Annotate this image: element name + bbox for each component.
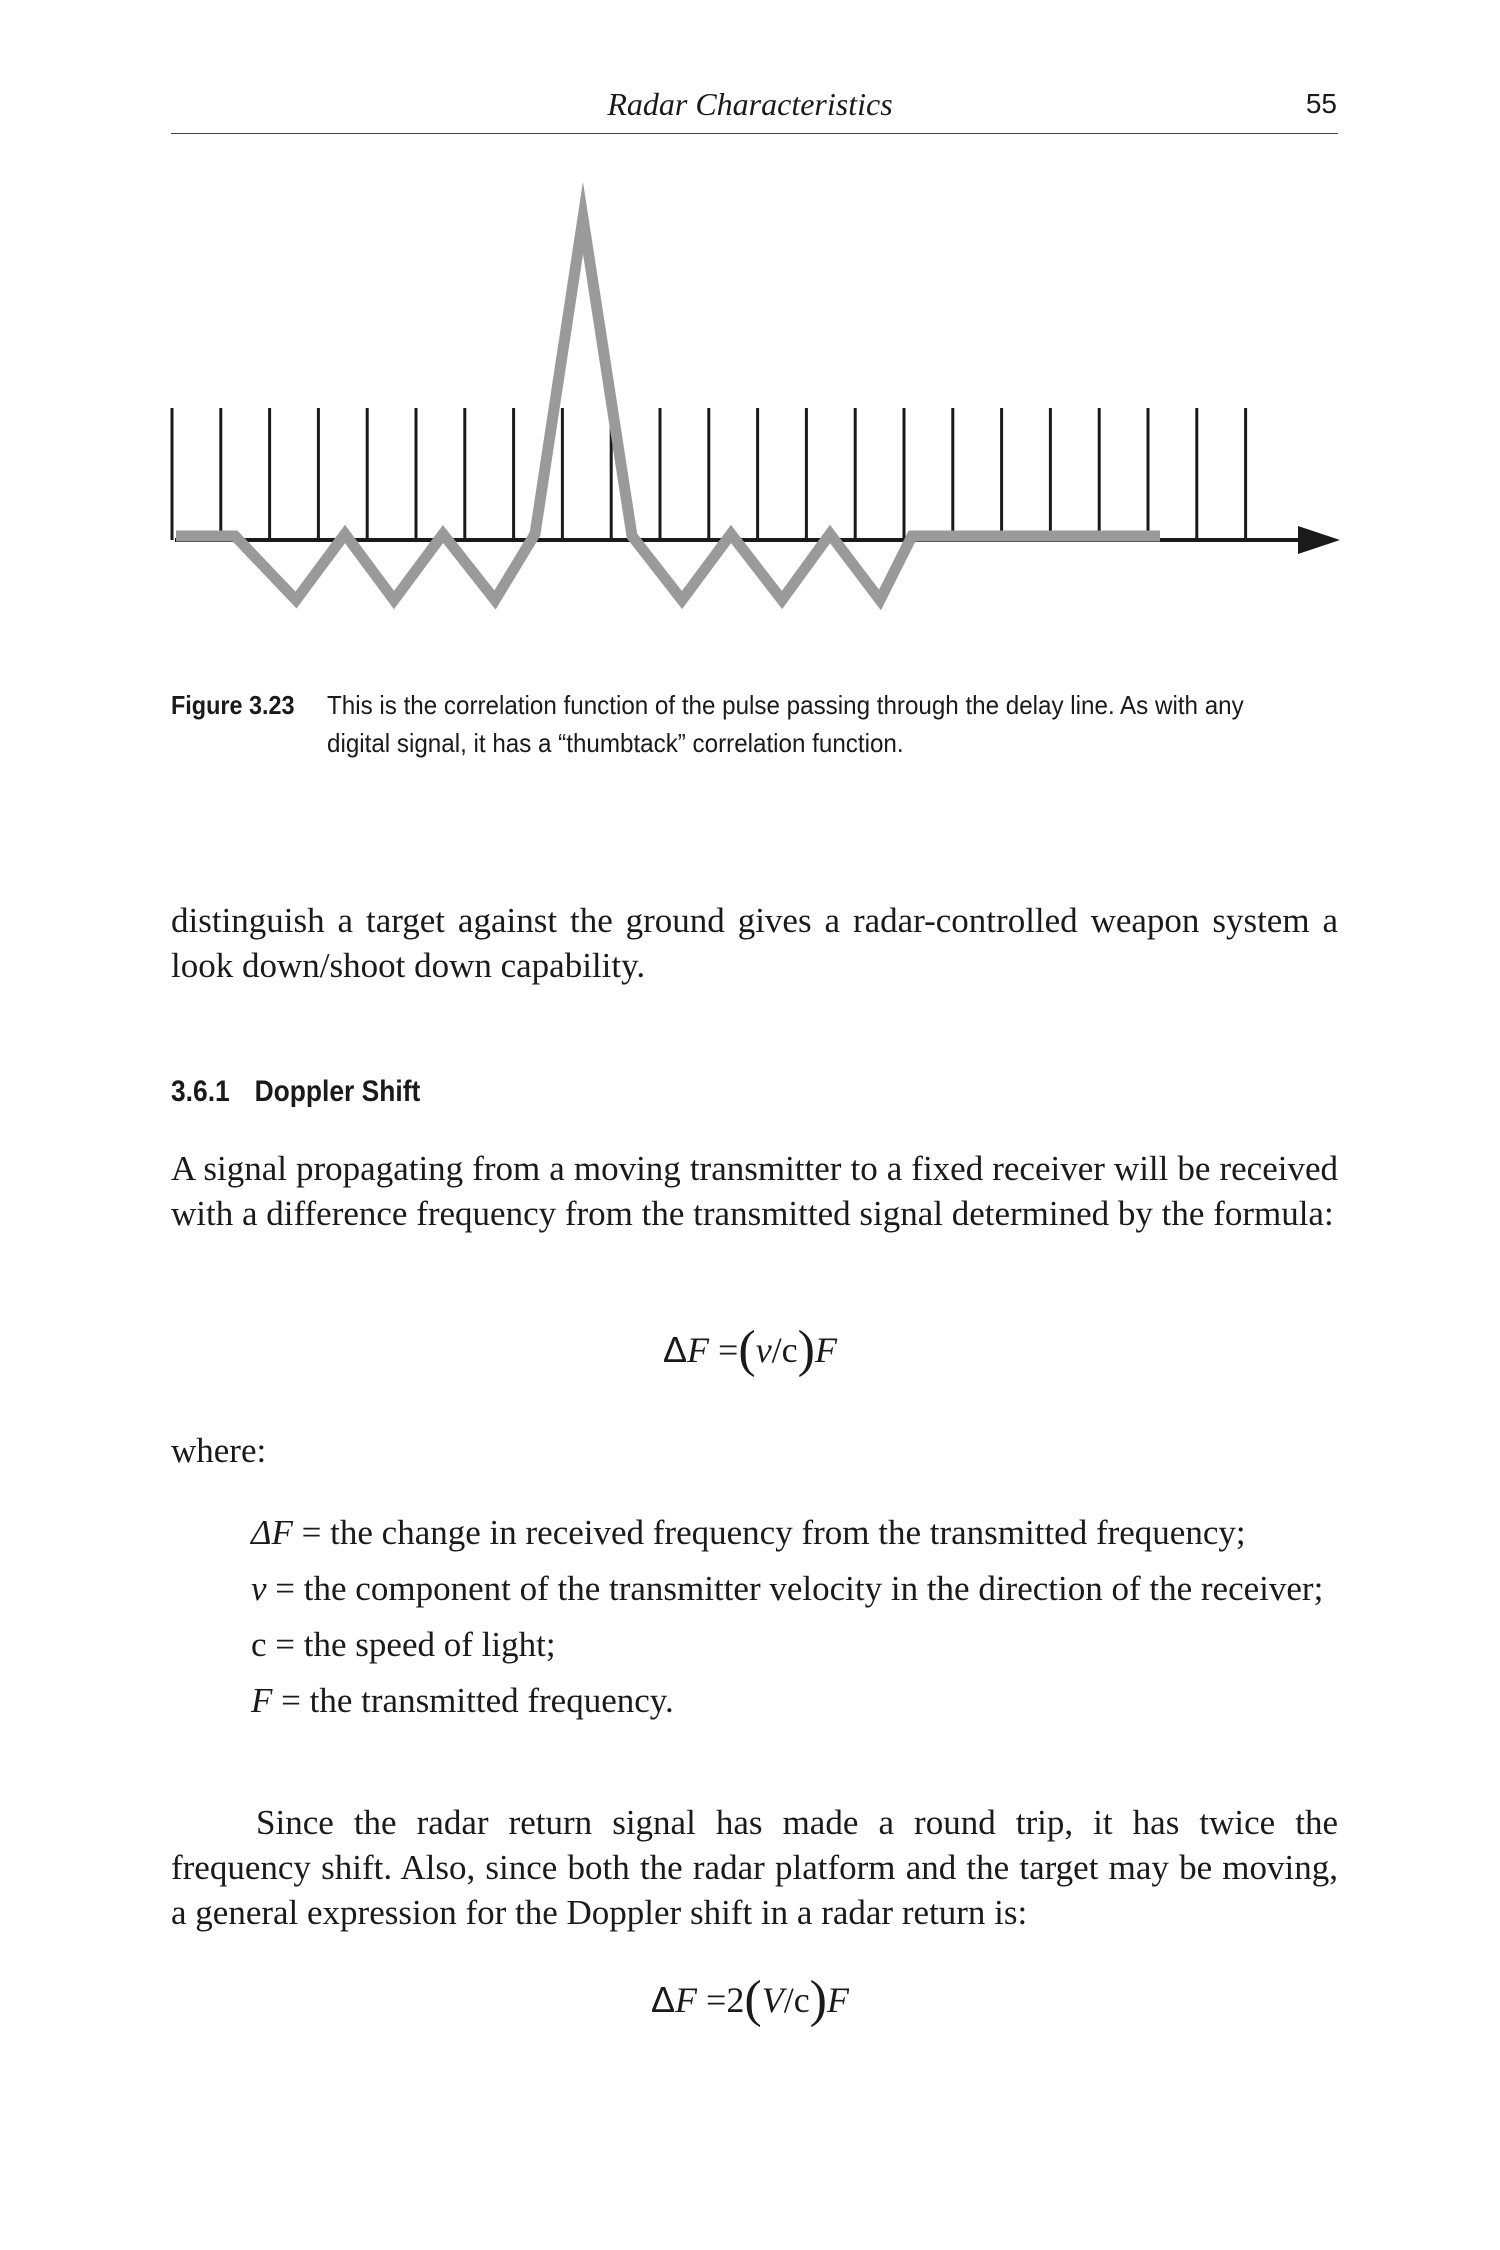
- eq1-lhs-var: F: [687, 1330, 710, 1370]
- eq2-numerator: V: [761, 1980, 784, 2020]
- eq1-close-paren: ): [797, 1321, 815, 1378]
- eq2-close-paren: ): [809, 1971, 827, 2028]
- eq2-denominator: /c: [783, 1980, 810, 2020]
- def-symbol: ΔF: [251, 1513, 293, 1552]
- section-number: 3.6.1: [171, 1075, 230, 1108]
- def-symbol: v: [251, 1569, 267, 1608]
- eq1-equals: =: [718, 1330, 739, 1370]
- eq1-rhs-var: F: [814, 1330, 837, 1370]
- eq2-lhs-var: F: [675, 1980, 698, 2020]
- def-equals: =: [292, 1513, 331, 1552]
- definition-item: [251, 1678, 1338, 1723]
- delay-line-ticks: [172, 408, 1246, 540]
- eq1-delta: Δ: [663, 1329, 688, 1370]
- eq2-equals: =: [706, 1980, 727, 2020]
- eq1-denominator: /c: [771, 1330, 798, 1370]
- definition-item: [251, 1566, 1338, 1611]
- section-heading: [171, 1072, 420, 1112]
- paragraph-doppler-intro: A signal propagating from a moving transmitter to a fixed receiver will be received with a difference frequency from the transmitted signal determined by the formula:: [171, 1149, 1338, 1233]
- def-text: the transmitted frequency.: [309, 1681, 674, 1720]
- time-axis-arrowhead: [1298, 526, 1340, 554]
- paragraph-continuation: distinguish a target against the ground gives a radar-controlled weapon system a look down/shoot down capability.: [171, 901, 1338, 985]
- definition-item: [251, 1622, 1338, 1667]
- eq2-open-paren: (: [744, 1971, 762, 2028]
- def-equals: =: [266, 1625, 304, 1664]
- figure-caption-text: This is the correlation function of the pulse passing through the delay line. As with any digital signal, it has a “thumbtack” correlation function.: [327, 690, 1244, 758]
- def-text: the component of the transmitter velocity in the direction of the receiver;: [303, 1569, 1324, 1608]
- paragraph-round-trip: Since the radar return signal has made a round trip, it has twice the frequency shift. Also, since both the radar platform and the target may be moving, a general expression for the Doppler shift in a radar return is:: [171, 1803, 1338, 1932]
- def-text: the speed of light;: [303, 1625, 556, 1664]
- definition-list: [251, 1510, 1338, 1734]
- eq1-open-paren: (: [738, 1321, 756, 1378]
- def-symbol: F: [251, 1681, 273, 1720]
- equation-doppler: [0, 1321, 1500, 1378]
- def-symbol: c: [251, 1625, 267, 1664]
- eq1-numerator: v: [755, 1330, 772, 1370]
- page-number: 55: [1305, 88, 1337, 119]
- eq2-rhs-var: F: [827, 1980, 849, 2020]
- running-header: Radar Characteristics: [607, 86, 893, 122]
- equation-radar-doppler: [0, 1971, 1500, 2028]
- eq2-delta: Δ: [651, 1979, 676, 2020]
- where-label: where:: [171, 1431, 267, 1470]
- def-equals: =: [272, 1681, 310, 1720]
- figure-caption: [171, 686, 1338, 762]
- def-text: the change in received frequency from the transmitted frequency;: [330, 1513, 1246, 1552]
- eq2-factor: 2: [726, 1980, 745, 2020]
- figure-label: Figure 3.23: [171, 690, 295, 720]
- definition-item: [251, 1510, 1338, 1555]
- section-title: Doppler Shift: [254, 1075, 421, 1108]
- correlation-curve: [176, 218, 1160, 600]
- def-equals: =: [266, 1569, 304, 1608]
- correlation-figure: [0, 0, 1500, 640]
